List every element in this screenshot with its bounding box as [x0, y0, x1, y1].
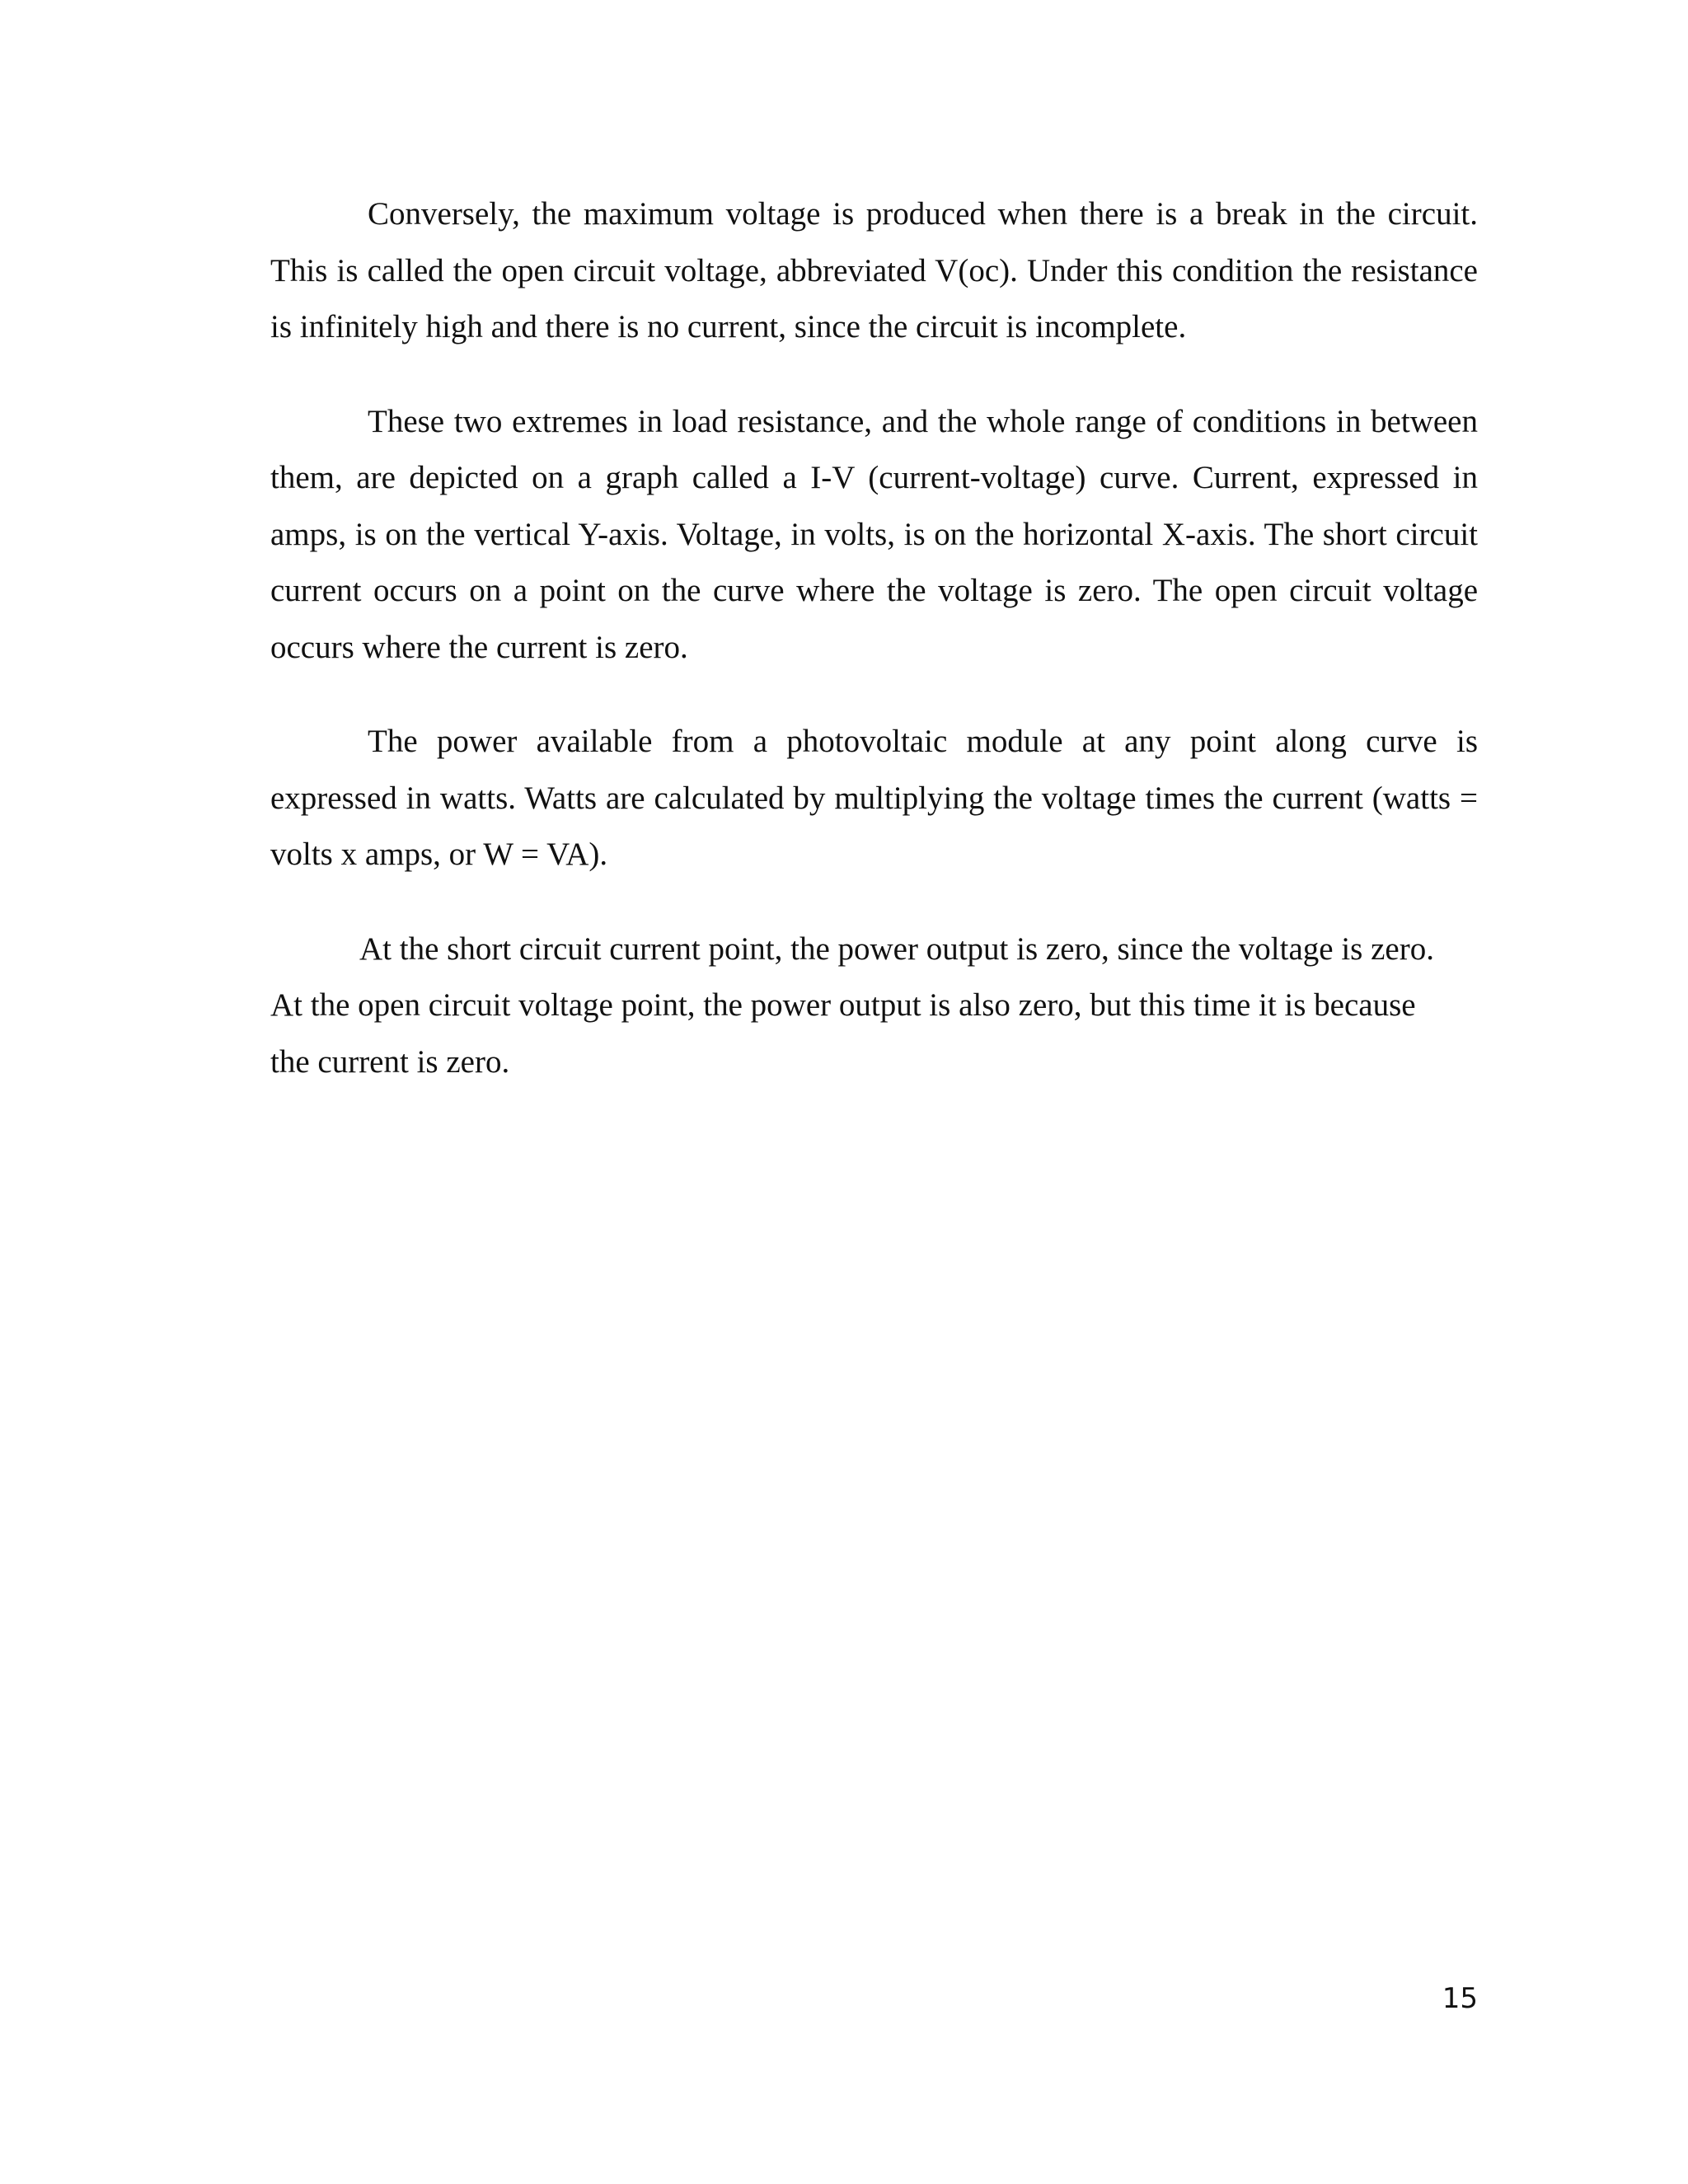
body-text: [270, 186, 1478, 1128]
paragraph-open-circuit-voltage: Conversely, the maximum voltage is produced when there is a break in the circuit. This is called the open circuit voltage, abbreviated V(oc). Under this condition the resistance is infinitely high and there is no current, since the circuit is incomplete.: [270, 196, 1478, 344]
page-number: 15: [1442, 1982, 1478, 2015]
paragraph-zero-power-points: At the short circuit current point, the power output is zero, since the voltage is zero. At the open circuit voltage point, the power output is also zero, but this time it is because the current is zero.: [270, 930, 1434, 1080]
paragraph-iv-curve: These two extremes in load resistance, and the whole range of conditions in between them, are depicted on a graph called a I-V (current-voltage) curve. Current, expressed in amps, is on the vertical Y-axis. Voltage, in volts, is on the horizontal X-axis. The short circuit current occurs on a point on the curve where the voltage is zero. The open circuit voltage occurs where the current is zero.: [270, 403, 1478, 665]
paragraph-power-watts: The power available from a photovoltaic module at any point along curve is expressed in watts. Watts are calculated by multiplying the voltage times the current (watts = volts x amps, or W = VA).: [270, 724, 1478, 872]
